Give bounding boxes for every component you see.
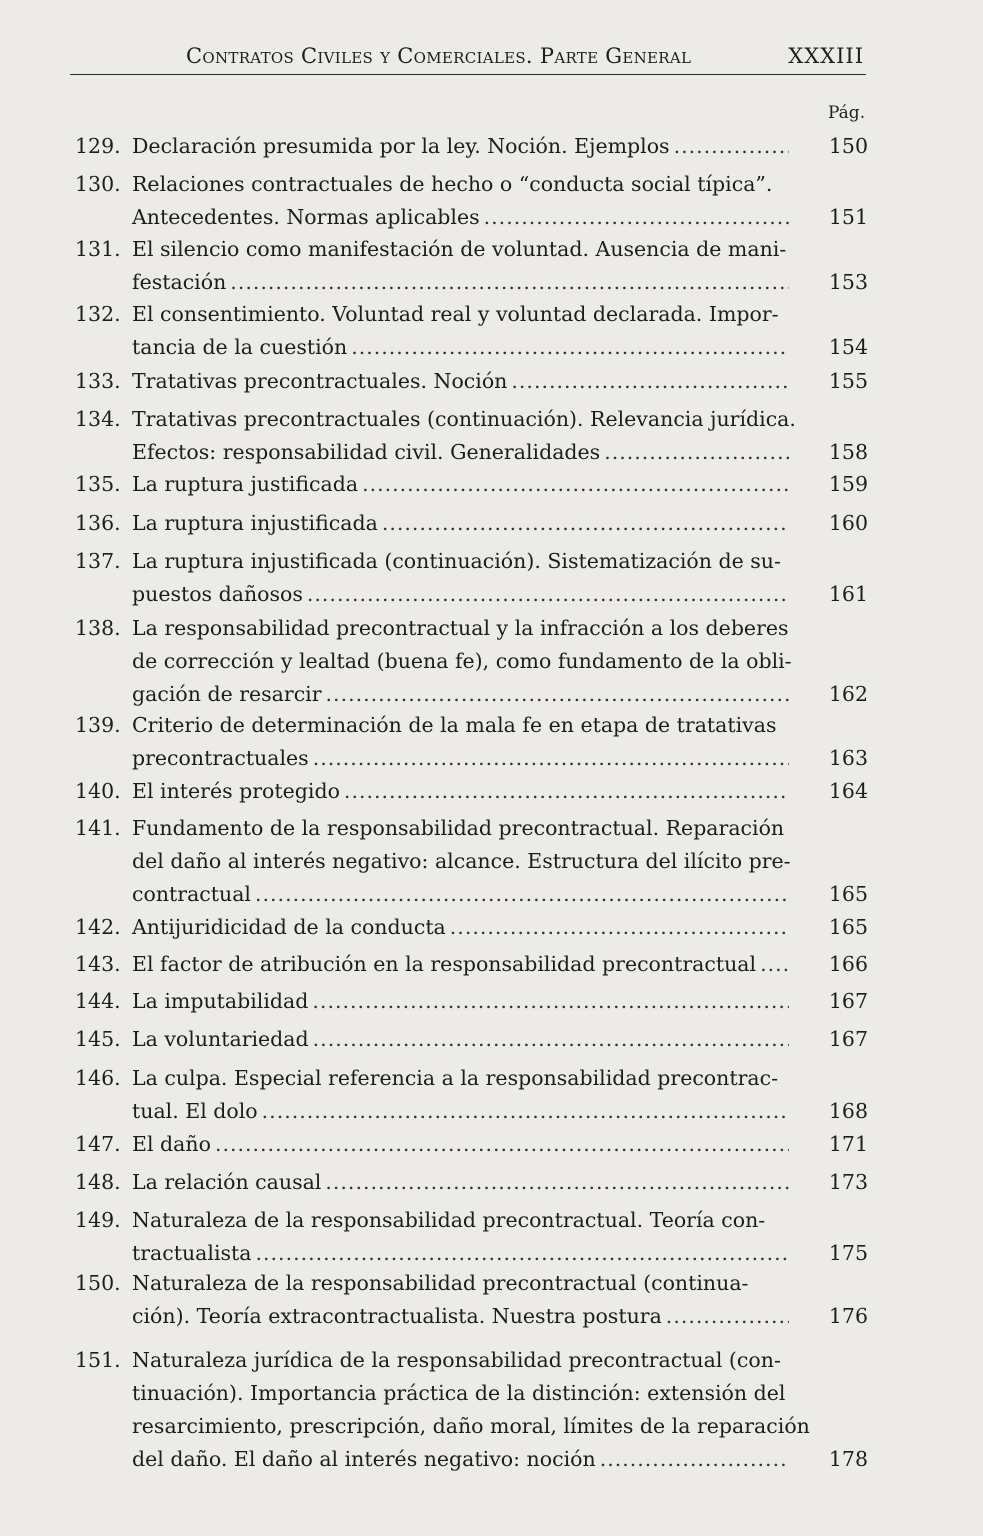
toc-entry-last-line — [132, 775, 793, 808]
toc-entry-number: 130. — [75, 172, 121, 196]
toc-entry — [75, 130, 868, 163]
toc-entry-title-line: Declaración presumida por la ley. Noción. Ejemplos — [132, 134, 670, 158]
toc-entry-page-number: 165 — [828, 882, 868, 906]
toc-entry-number: 132. — [75, 302, 121, 326]
dot-leader — [307, 578, 789, 611]
toc-entry — [75, 468, 868, 501]
dot-leader — [256, 1237, 790, 1270]
toc-entry-page-number: 176 — [828, 1304, 868, 1328]
toc-entry-page-number: 158 — [828, 440, 868, 464]
toc-entry — [75, 812, 868, 911]
toc-entry-title-line: El factor de atribución en la responsabilidad precontractual — [132, 952, 757, 976]
toc-entry-title-line: festación — [132, 270, 227, 294]
toc-entry-title-line: del daño al interés negativo: alcance. Estructura del ilícito pre- — [132, 849, 791, 873]
dot-leader — [600, 1443, 789, 1476]
toc-entry-page-number: 167 — [828, 1027, 868, 1051]
running-head-title: Contratos Civiles y Comerciales. Parte General — [186, 44, 692, 68]
toc-entry-page-number: 154 — [828, 335, 868, 359]
toc-entry-page-number: 173 — [828, 1170, 868, 1194]
toc-entry-title-line: contractual — [132, 882, 251, 906]
dot-leader — [312, 985, 789, 1018]
toc-entry-page-number: 168 — [828, 1099, 868, 1123]
toc-entry-last-line — [132, 878, 793, 911]
toc-entry-last-line — [132, 507, 793, 540]
toc-entry-number: 151. — [75, 1348, 121, 1372]
toc-entry-title-line: tual. El dolo — [132, 1099, 258, 1123]
toc-entry-page-number: 164 — [828, 779, 868, 803]
toc-entry-number: 135. — [75, 472, 121, 496]
dot-leader — [255, 878, 789, 911]
toc-entry-title-line: La ruptura justificada — [132, 472, 359, 496]
dot-leader — [313, 742, 789, 775]
dot-leader — [760, 948, 789, 981]
toc-entry-page-number: 155 — [828, 369, 868, 393]
toc-entry-number: 129. — [75, 134, 121, 158]
toc-entry-page-number: 171 — [828, 1132, 868, 1156]
toc-entry-title-line: Fundamento de la responsabilidad precontractual. Reparación — [132, 816, 785, 840]
toc-entry-title-line: precontractuales — [132, 746, 309, 770]
toc-entry-page-number: 161 — [828, 582, 868, 606]
toc-entry — [75, 1267, 868, 1333]
toc-entry-last-line — [132, 1166, 793, 1199]
toc-entry-title-line: La imputabilidad — [132, 989, 309, 1013]
toc-entry-number: 144. — [75, 989, 121, 1013]
toc-entry-number: 145. — [75, 1027, 121, 1051]
toc-entry-title-line: Tratativas precontractuales (continuación). Relevancia jurídica. — [132, 407, 796, 431]
toc-entry-page-number: 163 — [828, 746, 868, 770]
dot-leader — [511, 365, 789, 398]
toc-entry-page-number: 151 — [828, 205, 868, 229]
toc-entry-title-line: Relaciones contractuales de hecho o “conducta social típica”. — [132, 172, 773, 196]
toc-entry-last-line — [132, 266, 793, 299]
dot-leader — [351, 331, 789, 364]
toc-entry-title-line: ción). Teoría extracontractualista. Nuestra postura — [132, 1304, 662, 1328]
toc-entry-page-number: 165 — [828, 915, 868, 939]
toc-entry-title-line: Tratativas precontractuales. Noción — [132, 369, 508, 393]
page-folio: XXXIII — [788, 44, 864, 68]
toc-entry — [75, 1128, 868, 1161]
toc-entry-page-number: 153 — [828, 270, 868, 294]
toc-entry — [75, 298, 868, 364]
toc-entry-number: 136. — [75, 511, 121, 535]
toc-entry — [75, 545, 868, 611]
toc-entry-number: 137. — [75, 549, 121, 573]
toc-entry — [75, 1344, 868, 1476]
toc-entry-title-line: Naturaleza jurídica de la responsabilidad precontractual (con- — [132, 1348, 781, 1372]
toc-entry-last-line — [132, 331, 793, 364]
dot-leader — [325, 1166, 789, 1199]
toc-entry-title-line: del daño. El daño al interés negativo: noción — [132, 1447, 596, 1471]
toc-entry — [75, 365, 868, 398]
toc-entry — [75, 1204, 868, 1270]
toc-entry-last-line — [132, 742, 793, 775]
toc-entry-page-number: 178 — [828, 1447, 868, 1471]
toc-entry-page-number: 175 — [828, 1241, 868, 1265]
dot-leader — [604, 436, 789, 469]
toc-entry-title-line: El interés protegido — [132, 779, 340, 803]
toc-entry-number: 131. — [75, 237, 121, 261]
toc-entry-page-number: 167 — [828, 989, 868, 1013]
toc-entry-title-line: Naturaleza de la responsabilidad precontractual. Teoría con- — [132, 1208, 766, 1232]
toc-entry-title-line: Criterio de determinación de la mala fe en etapa de tratativas — [132, 713, 777, 737]
toc-entry-number: 149. — [75, 1208, 121, 1232]
toc-entry — [75, 233, 868, 299]
toc-entry-last-line — [132, 365, 793, 398]
toc-entry-number: 146. — [75, 1066, 121, 1090]
toc-entry-page-number: 150 — [828, 134, 868, 158]
toc-entry-title-line: El consentimiento. Voluntad real y voluntad declarada. Impor- — [132, 302, 779, 326]
toc-entry-title-line: resarcimiento, prescripción, daño moral, límites de la reparación — [132, 1414, 810, 1438]
toc-entry-number: 148. — [75, 1170, 121, 1194]
toc-entry — [75, 612, 868, 711]
toc-entry-title-line: tractualista — [132, 1241, 252, 1265]
toc-entry — [75, 403, 868, 469]
toc-entry-page-number: 160 — [828, 511, 868, 535]
toc-entry — [75, 1062, 868, 1128]
dot-leader — [450, 911, 789, 944]
toc-entry-last-line — [132, 1095, 793, 1128]
dot-leader — [344, 775, 789, 808]
dot-leader — [326, 678, 789, 711]
toc-entry-title-line: puestos dañosos — [132, 582, 303, 606]
toc-entry-page-number: 162 — [828, 682, 868, 706]
toc-entry-title-line: La responsabilidad precontractual y la infracción a los deberes — [132, 616, 789, 640]
toc-entry-last-line — [132, 436, 793, 469]
toc-entry-last-line — [132, 468, 793, 501]
page-column-label: Pág. — [828, 103, 866, 123]
toc-entry-number: 140. — [75, 779, 121, 803]
toc-entry-title-line: La culpa. Especial referencia a la responsabilidad precontrac- — [132, 1066, 779, 1090]
toc-entry — [75, 775, 868, 808]
running-header — [70, 40, 866, 75]
toc-entry-number: 150. — [75, 1271, 121, 1295]
toc-entry-title-line: Antijuridicidad de la conducta — [132, 915, 446, 939]
dot-leader — [262, 1095, 789, 1128]
toc-entry — [75, 985, 868, 1018]
toc-entry-title-line: El silencio como manifestación de voluntad. Ausencia de mani- — [132, 237, 787, 261]
toc-entry-last-line — [132, 1023, 793, 1056]
toc-entry-number: 139. — [75, 713, 121, 737]
toc-entry-number: 142. — [75, 915, 121, 939]
toc-entry-title-line: Efectos: responsabilidad civil. Generalidades — [132, 440, 601, 464]
toc-entry-number: 147. — [75, 1132, 121, 1156]
toc-entry-last-line — [132, 1300, 793, 1333]
toc-entry-last-line — [132, 948, 793, 981]
toc-entry — [75, 709, 868, 775]
toc-entry-number: 138. — [75, 616, 121, 640]
toc-entry-title-line: tinuación). Importancia práctica de la distinción: extensión del — [132, 1381, 786, 1405]
toc-entry — [75, 911, 868, 944]
toc-entry-title-line: de corrección y lealtad (buena fe), como fundamento de la obli- — [132, 649, 792, 673]
dot-leader — [382, 507, 789, 540]
toc-entry-last-line — [132, 201, 793, 234]
toc-entry — [75, 1166, 868, 1199]
toc-entry-last-line — [132, 1237, 793, 1270]
dot-leader — [230, 266, 789, 299]
toc-entry-title-line: Naturaleza de la responsabilidad precontractual (continua- — [132, 1271, 749, 1295]
toc-entry-last-line — [132, 1128, 793, 1161]
dot-leader — [674, 130, 789, 163]
toc-entry-last-line — [132, 985, 793, 1018]
toc-entry-title-line: La ruptura injustificada — [132, 511, 378, 535]
toc-entry-last-line — [132, 1443, 793, 1476]
toc-entry-title-line: Antecedentes. Normas aplicables — [132, 205, 480, 229]
toc-entry-number: 141. — [75, 816, 121, 840]
dot-leader — [362, 468, 789, 501]
toc-entry-last-line — [132, 678, 793, 711]
dot-leader — [484, 201, 789, 234]
toc-entry — [75, 507, 868, 540]
dot-leader — [313, 1023, 789, 1056]
toc-entry-number: 133. — [75, 369, 121, 393]
toc-entry-title-line: El daño — [132, 1132, 211, 1156]
toc-entry-last-line — [132, 130, 793, 163]
toc-entry-title-line: La ruptura injustificada (continuación). Sistematización de su- — [132, 549, 781, 573]
toc-entry-page-number: 166 — [828, 952, 868, 976]
toc-entry-page-number: 159 — [828, 472, 868, 496]
toc-entry-last-line — [132, 578, 793, 611]
toc-entry-title-line: tancia de la cuestión — [132, 335, 348, 359]
dot-leader — [215, 1128, 789, 1161]
toc-entry-title-line: gación de resarcir — [132, 682, 322, 706]
toc-entry-title-line: La voluntariedad — [132, 1027, 309, 1051]
toc-entry-last-line — [132, 911, 793, 944]
toc-entry — [75, 1023, 868, 1056]
toc-entry — [75, 948, 868, 981]
dot-leader — [666, 1300, 789, 1333]
toc-entry-number: 143. — [75, 952, 121, 976]
toc-entry-number: 134. — [75, 407, 121, 431]
toc-entry-title-line: La relación causal — [132, 1170, 322, 1194]
toc-entry — [75, 168, 868, 234]
